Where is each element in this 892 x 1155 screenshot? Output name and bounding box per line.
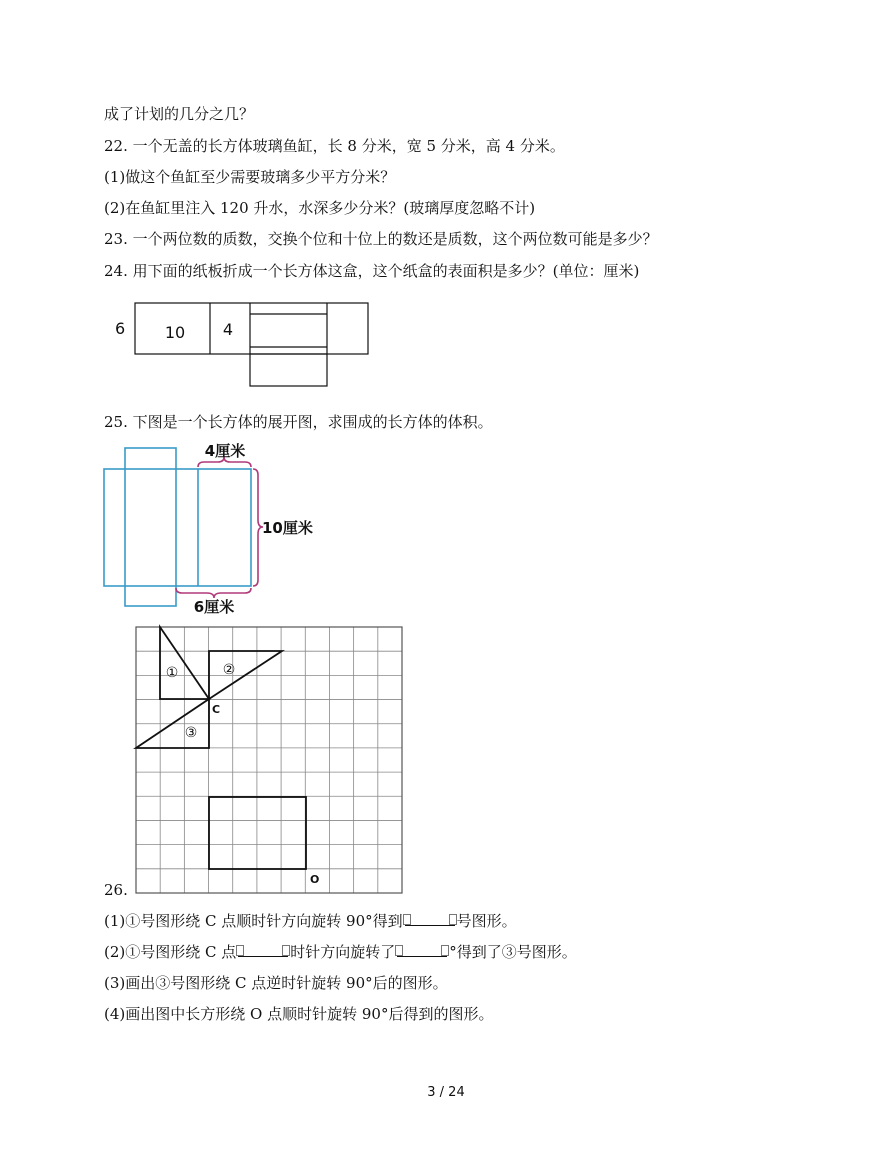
question-26-number: 26.	[104, 881, 128, 899]
answer-blank[interactable]	[397, 942, 447, 957]
width-label: 4	[222, 320, 234, 339]
top-measure-label: 4厘米	[204, 442, 246, 460]
text-line: 成了计划的几分之几？	[104, 105, 255, 123]
text: (1)①号图形绕 C 点顺时针方向旋转 90°得到	[104, 912, 403, 930]
text: (2)①号图形绕 C 点	[104, 943, 237, 961]
question-26-part2	[104, 942, 577, 962]
rotation-grid-figure	[136, 627, 406, 897]
rectangle	[209, 797, 306, 869]
side-label: 6	[115, 319, 126, 338]
label-2: ②	[222, 662, 236, 678]
right-measure-label: 10厘米	[262, 519, 313, 537]
answer-blank[interactable]	[238, 942, 288, 957]
net-outline	[104, 448, 251, 606]
question-26-part3: (3)画出③号图形绕 C 点逆时针旋转 90°后的图形。	[104, 974, 448, 992]
cuboid-net-figure	[100, 440, 340, 620]
question-26-part1	[104, 911, 517, 931]
bottom-measure-label: 6厘米	[193, 598, 235, 616]
text: 号图形。	[456, 912, 517, 930]
text: 时针方向旋转了	[290, 943, 396, 961]
question-25: 25. 下图是一个长方体的展开图，求围成的长方体的体积。	[104, 413, 493, 431]
label-1: ①	[165, 665, 179, 681]
measurement-braces	[176, 457, 263, 598]
question-26-part4: (4)画出图中长方形绕 O 点顺时针旋转 90°后得到的图形。	[104, 1005, 494, 1023]
question-23: 23. 一个两位数的质数，交换个位和十位上的数还是质数，这个两位数可能是多少？	[104, 230, 658, 248]
page-number: 3 / 24	[427, 1085, 465, 1100]
question-24: 24. 用下面的纸板折成一个长方体这盒，这个纸盒的表面积是多少？(单位：厘米)	[104, 262, 640, 280]
box-net-figure	[100, 296, 380, 392]
label-c: C	[212, 703, 221, 716]
question-22-part1: (1)做这个鱼缸至少需要玻璃多少平方分米？	[104, 168, 396, 186]
label-o: O	[310, 873, 320, 886]
question-22-part2: (2)在鱼缸里注入 120 升水，水深多少分米？(玻璃厚度忽略不计)	[104, 199, 536, 217]
length-label: 10	[164, 323, 186, 342]
answer-blank[interactable]	[405, 911, 455, 926]
question-22: 22. 一个无盖的长方体玻璃鱼缸，长 8 分米，宽 5 分米，高 4 分米。	[104, 137, 565, 155]
text: °得到了③号图形。	[449, 943, 577, 961]
label-3: ③	[184, 725, 198, 741]
